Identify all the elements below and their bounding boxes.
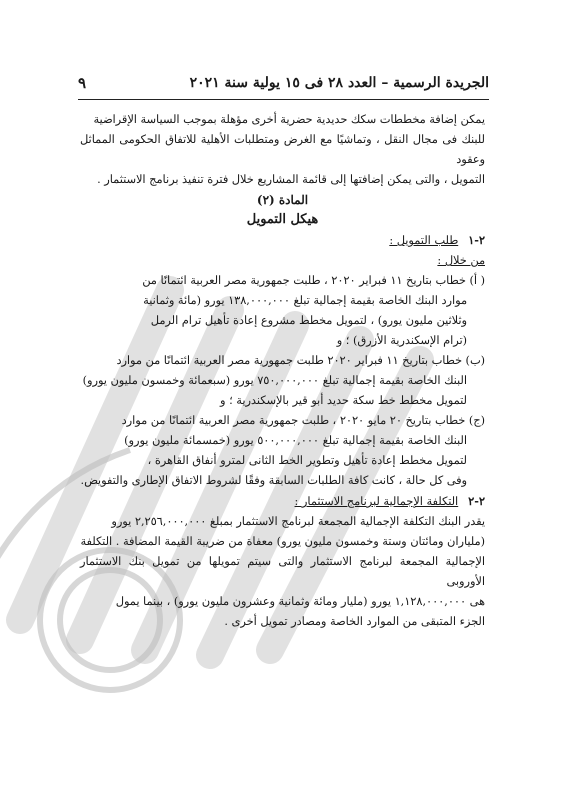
cost-line: يقدر البنك التكلفة الإجمالية المجمعة لبرنامج الاستثمار بمبلغ ٢,٢٥٦,٠٠٠,٠٠٠ يورو — [111, 515, 485, 528]
request-line: موارد البنك الخاصة بقيمة إجمالية تبلغ ١٣٨,٠٠٠,٠٠٠ يورو (مائة وثمانية — [143, 294, 467, 307]
intro-line: التمويل ، والتى يمكن إضافتها إلى قائمة المشاريع خلال فترة تنفيذ برنامج الاستثمار . — [97, 173, 485, 186]
section-heading — [80, 230, 485, 251]
request-line: وثلاثين مليون يورو) ، لتمويل مخطط مشروع إعادة تأهيل ترام الرمل — [150, 314, 467, 327]
cost-line: الإجمالية المجمعة لبرنامج الاستثمار والتى سيتم تمويلها من تمويل بنك الاستثمار الأوروبى — [80, 555, 485, 588]
section-label: التكلفة الإجمالية لبرنامج الاستثمار : — [294, 495, 459, 508]
request-line: لتمويل مخطط خط سكة حديد أبو قير بالإسكندرية ؛ و — [220, 394, 467, 407]
document-body — [80, 110, 485, 632]
page-header — [78, 70, 489, 96]
article-number: المادة (٢) — [256, 193, 309, 207]
section-number: ٢-٢ — [468, 494, 485, 508]
intro-line: للبنك فى مجال النقل ، وتماشيًا مع الغرض ومتطلبات الأهلية للاتفاق الحكومى المماثل وعقود — [80, 133, 485, 166]
cost-line: الجزء المتبقى من الموارد الخاصة ومصادر تمويل أخرى . — [224, 615, 485, 628]
section-label: طلب التمويل : — [389, 234, 459, 247]
request-line: (ترام الإسكندرية الأزرق) ؛ و — [336, 334, 467, 347]
through-label: من خلال : — [437, 254, 485, 267]
page-number: ٩ — [78, 74, 87, 92]
request-line: ( أ) خطاب بتاريخ ١١ فبراير ٢٠٢٠ ، طلبت جمهورية مصر العربية ائتمانًا من — [142, 274, 485, 287]
cost-line: (ملياران ومائتان وستة وخمسون مليون يورو) معفاة من ضريبة القيمة المضافة . التكلفة — [80, 535, 485, 548]
request-line: البنك الخاصة بقيمة إجمالية تبلغ ٧٥٠,٠٠٠,٠٠٠ يورو (سبعمائة وخمسون مليون يورو) — [82, 374, 467, 387]
cost-line: هى ١,١٢٨,٠٠٠,٠٠٠ يورو (مليار ومائة وثمانية وعشرون مليون يورو) ، بينما يمول — [115, 595, 485, 608]
article-title: هيكل التمويل — [246, 212, 319, 227]
section-number: ٢-١ — [468, 233, 485, 247]
closing-line: وفى كل حالة ، كانت كافة الطلبات السابقة وفقًا لشروط الاتفاق الإطارى والتفويض. — [80, 474, 467, 487]
request-line: لتمويل مخطط إعادة تأهيل وتطوير الخط الثانى لمترو أنفاق القاهرة ، — [147, 454, 467, 467]
header-divider — [78, 99, 489, 100]
request-line: (ج) خطاب بتاريخ ٢٠ مايو ٢٠٢٠ ، طلبت جمهورية مصر العربية ائتمانًا من موارد — [121, 414, 485, 427]
request-line: (ب) خطاب بتاريخ ١١ فبراير ٢٠٢٠ طلبت جمهورية مصر العربية ائتمانًا من موارد — [116, 354, 485, 367]
header-title: الجريدة الرسمية – العدد ٢٨ فى ١٥ يولية سنة ٢٠٢١ — [189, 75, 489, 91]
section-heading — [80, 491, 485, 512]
intro-line: يمكن إضافة مخططات سكك حديدية حضرية أخرى مؤهلة بموجب السياسة الإقراضية — [93, 113, 485, 126]
request-line: البنك الخاصة بقيمة إجمالية تبلغ ٥٠٠,٠٠٠,٠٠٠ يورو (خمسمائة مليون يورو) — [124, 434, 467, 447]
